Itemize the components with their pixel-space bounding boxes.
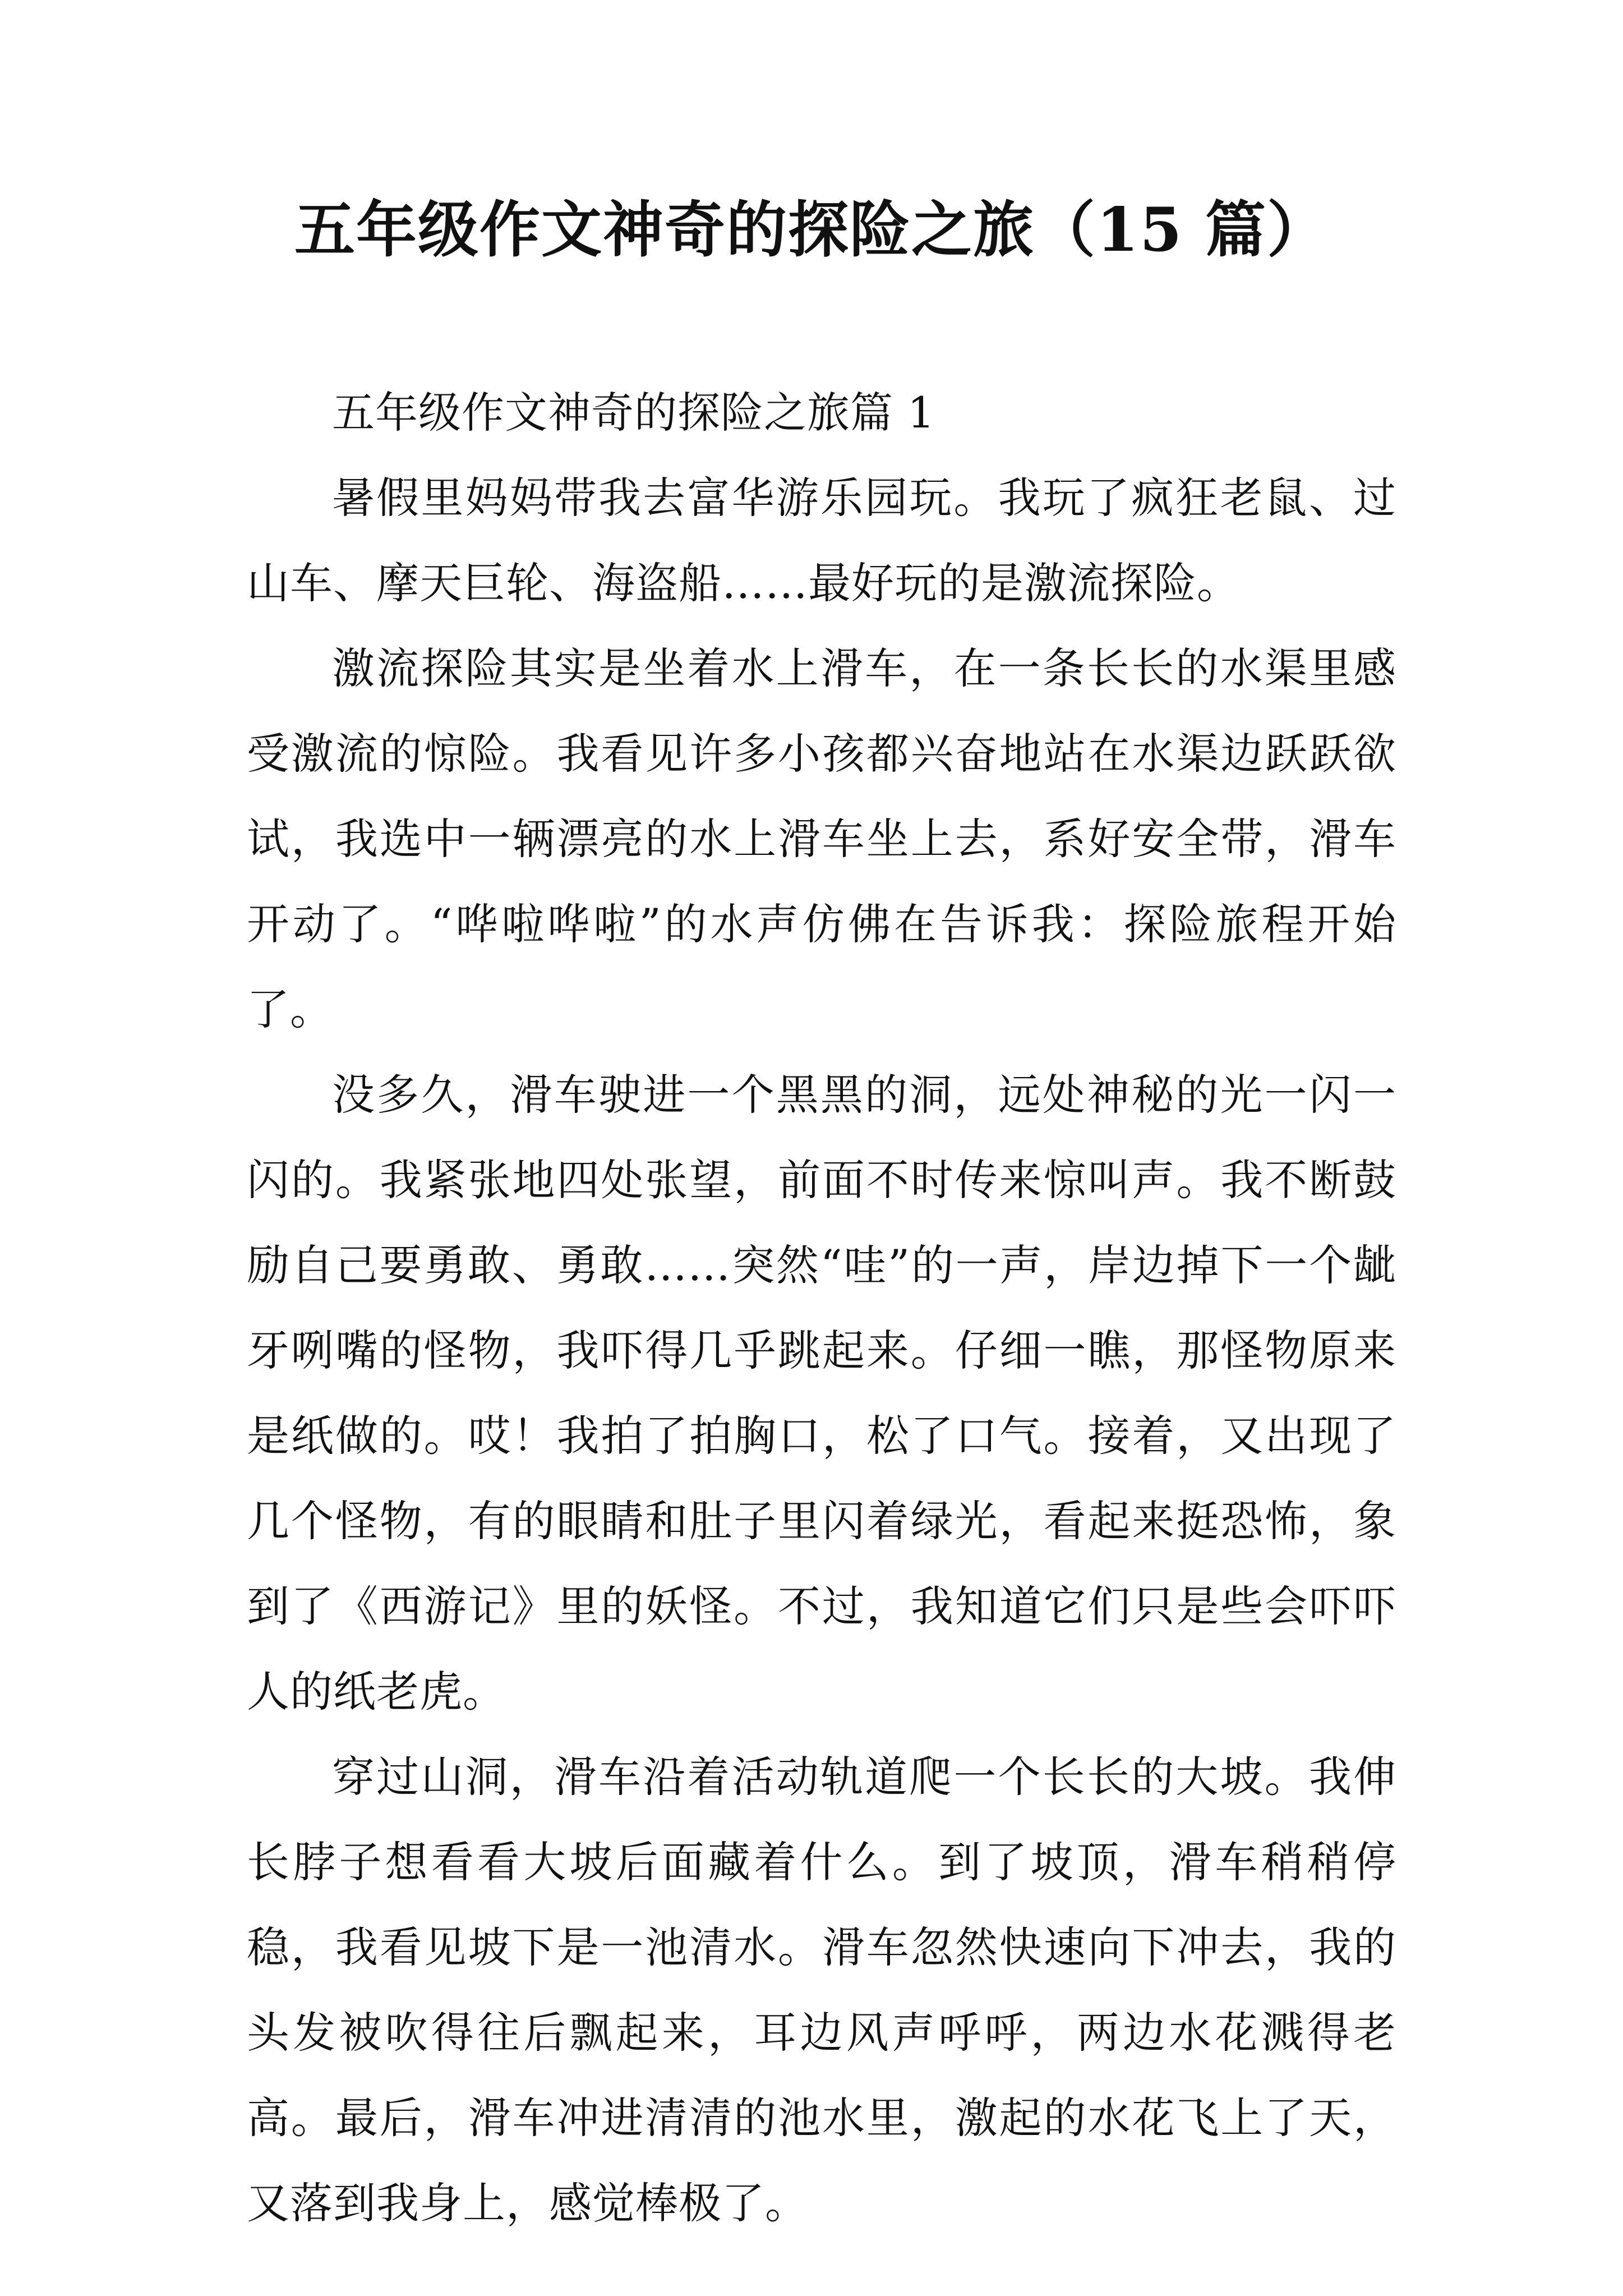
section-heading: 五年级作文神奇的探险之旅篇 1: [332, 388, 935, 438]
paragraph-2: 激流探险其实是坐着水上滑车，在一条长长的水渠里感受激流的惊险。我看见许多小孩都兴奋地站在水渠边跃跃欲试，我选中一辆漂亮的水上滑车坐上去，系好安全带，滑车开动了。“哗啦哗啦”的水声仿佛在告诉我：探险旅程开始了。: [247, 643, 1396, 1034]
paragraph-1: 暑假里妈妈带我去富华游乐园玩。我玩了疯狂老鼠、过山车、摩天巨轮、海盗船……最好玩的是激流探险。: [247, 473, 1396, 608]
document-body: [247, 370, 1396, 2246]
paragraph-3: 没多久，滑车驶进一个黑黑的洞，远处神秘的光一闪一闪的。我紧张地四处张望，前面不时传来惊叫声。我不断鼓励自己要勇敢、勇敢……突然“哇”的一声，岸边掉下一个龇牙咧嘴的怪物，我吓得几乎跳起来。仔细一瞧，那怪物原来是纸做的。哎！我拍了拍胸口，松了口气。接着，又出现了几个怪物，有的眼睛和肚子里闪着绿光，看起来挺恐怖，象到了《西游记》里的妖怪。不过，我知道它们只是些会吓吓人的纸老虎。: [247, 1070, 1396, 1717]
document-title: 五年级作文神奇的探险之旅（15 篇）: [294, 195, 1329, 265]
paragraph-4: 穿过山洞，滑车沿着活动轨道爬一个长长的大坡。我伸长脖子想看看大坡后面藏着什么。到了坡顶，滑车稍稍停稳，我看见坡下是一池清水。滑车忽然快速向下冲去，我的头发被吹得往后飘起来，耳边风声呼呼，两边水花溅得老高。最后，滑车冲进清清的池水里，激起的水花飞上了天，又落到我身上，感觉棒极了。: [247, 1752, 1396, 2228]
